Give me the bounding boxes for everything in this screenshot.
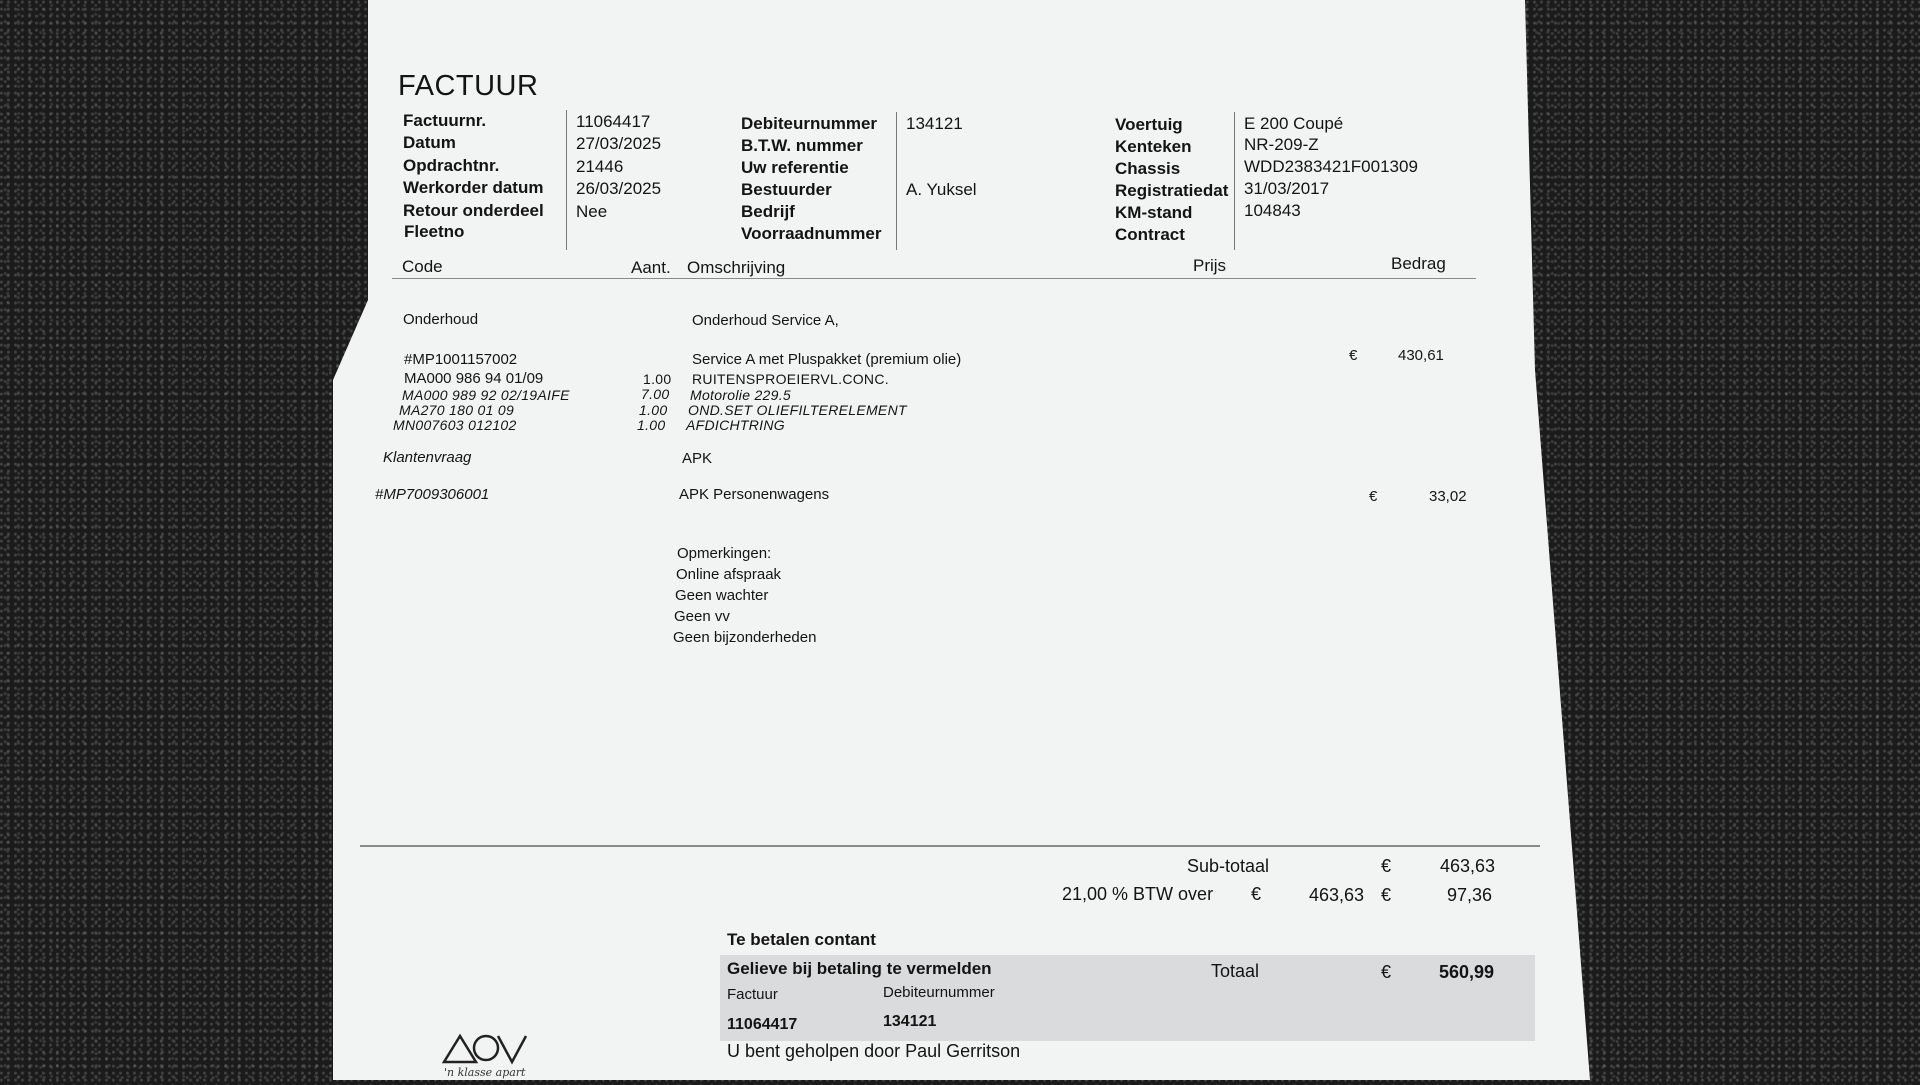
remark-line: Online afspraak [676,566,782,583]
part-desc: OND.SET OLIEFILTERELEMENT [688,402,907,418]
label-kenteken: Kenteken [1115,137,1192,156]
part-qty: 1.00 [639,402,668,418]
subtotal-label: Sub-totaal [1187,856,1270,876]
total-currency: € [1381,962,1392,982]
part-qty: 1.00 [637,417,666,433]
label-datum: Datum [403,133,456,152]
value-retour-onderdeel: Nee [576,202,608,221]
remark-line: Geen bijzonderheden [673,629,817,646]
value-kenteken: NR-209-Z [1244,135,1319,154]
label-km-stand: KM-stand [1115,203,1193,222]
helped-by: U bent geholpen door Paul Gerritson [727,1041,1021,1061]
total-label: Totaal [1211,961,1260,981]
label-bedrijf: Bedrijf [741,202,795,221]
label-retour-onderdeel: Retour onderdeel [403,201,544,220]
label-werkorder-datum: Werkorder datum [403,178,544,197]
header-divider-1 [566,110,567,250]
section-onderhoud-desc: Onderhoud Service A, [692,312,839,329]
agv-logo [442,1030,532,1085]
payment-debtor-label: Debiteurnummer [883,984,995,1001]
remark-line: Geen wachter [675,587,769,604]
section-klantenvraag-desc: APK [682,450,713,467]
value-opdrachtnr: 21446 [576,157,624,176]
totals-rule [360,845,1540,847]
value-chassis: WDD2383421F001309 [1244,157,1418,176]
label-registratiedatum: Registratiedat [1115,181,1229,200]
part-desc: AFDICHTRING [686,417,785,433]
column-header-rule [392,278,1476,279]
part-code: MA270 180 01 09 [399,402,515,418]
column-price: Prijs [1193,256,1227,275]
payment-invoice-value: 11064417 [727,1016,798,1033]
label-fleetno: Fleetno [404,222,465,241]
value-bestuurder: A. Yuksel [906,180,977,199]
value-werkorder-datum: 26/03/2025 [576,179,662,198]
value-voertuig: E 200 Coupé [1244,114,1344,133]
column-code: Code [402,257,443,276]
payment-method: Te betalen contant [727,930,876,949]
invoice-title: FACTUUR [398,70,539,102]
header-divider-3 [1234,112,1235,250]
label-voorraadnummer: Voorraadnummer [741,224,882,243]
part-desc: Motorolie 229.5 [690,387,792,403]
column-amount: Bedrag [1391,254,1446,273]
package-code: #MP1001157002 [404,351,518,368]
section-klantenvraag-code: Klantenvraag [383,449,472,466]
part-desc: RUITENSPROEIERVL.CONC. [692,371,889,387]
part-code: MN007603 012102 [393,417,517,433]
value-km-stand: 104843 [1244,201,1301,220]
column-qty: Aant. [631,258,671,277]
vat-currency: € [1381,885,1392,905]
total-value: 560,99 [1439,962,1495,982]
label-factuurnr: Factuurnr. [403,111,487,130]
label-uw-referentie: Uw referentie [741,158,849,177]
value-factuurnr: 11064417 [576,112,651,131]
header-divider-2 [896,112,897,250]
column-description: Omschrijving [687,258,786,277]
label-bestuurder: Bestuurder [741,180,832,199]
label-debiteurnummer: Debiteurnummer [741,114,878,133]
label-chassis: Chassis [1115,159,1181,178]
vat-value: 97,36 [1447,885,1493,905]
part-code: MA000 986 94 01/09 [404,370,544,387]
logo-tagline: 'n klasse apart [444,1066,526,1079]
apk-code: #MP7009306001 [375,486,490,503]
package-amount: 430,61 [1398,347,1444,364]
payment-debtor-value: 134121 [883,1013,937,1030]
value-registratiedatum: 31/03/2017 [1244,179,1330,198]
part-code: MA000 989 92 02/19AIFE [402,387,570,403]
package-desc: Service A met Pluspakket (premium olie) [692,351,962,368]
vat-label: 21,00 % BTW over [1062,884,1214,904]
subtotal-value: 463,63 [1440,856,1496,876]
package-currency: € [1349,347,1358,364]
subtotal-currency: € [1381,856,1392,876]
payment-invoice-label: Factuur [727,986,778,1003]
section-onderhoud-code: Onderhoud [403,311,479,328]
vat-base-currency: € [1251,884,1262,904]
agv-logo-mark [442,1030,532,1080]
apk-amount: 33,02 [1429,488,1467,505]
label-voertuig: Voertuig [1115,115,1183,134]
label-contract: Contract [1115,225,1185,244]
payment-instruction: Gelieve bij betaling te vermelden [727,959,992,978]
vat-base-value: 463,63 [1309,885,1365,905]
part-qty: 7.00 [641,386,670,402]
apk-currency: € [1369,488,1378,505]
remark-line: Geen vv [674,608,730,625]
part-qty: 1.00 [643,371,672,387]
apk-desc: APK Personenwagens [679,486,830,503]
label-opdrachtnr: Opdrachtnr. [403,156,500,175]
label-btw-nummer: B.T.W. nummer [741,136,863,155]
remarks-heading: Opmerkingen: [677,545,772,562]
value-datum: 27/03/2025 [576,134,662,153]
value-debiteurnummer: 134121 [906,114,963,133]
